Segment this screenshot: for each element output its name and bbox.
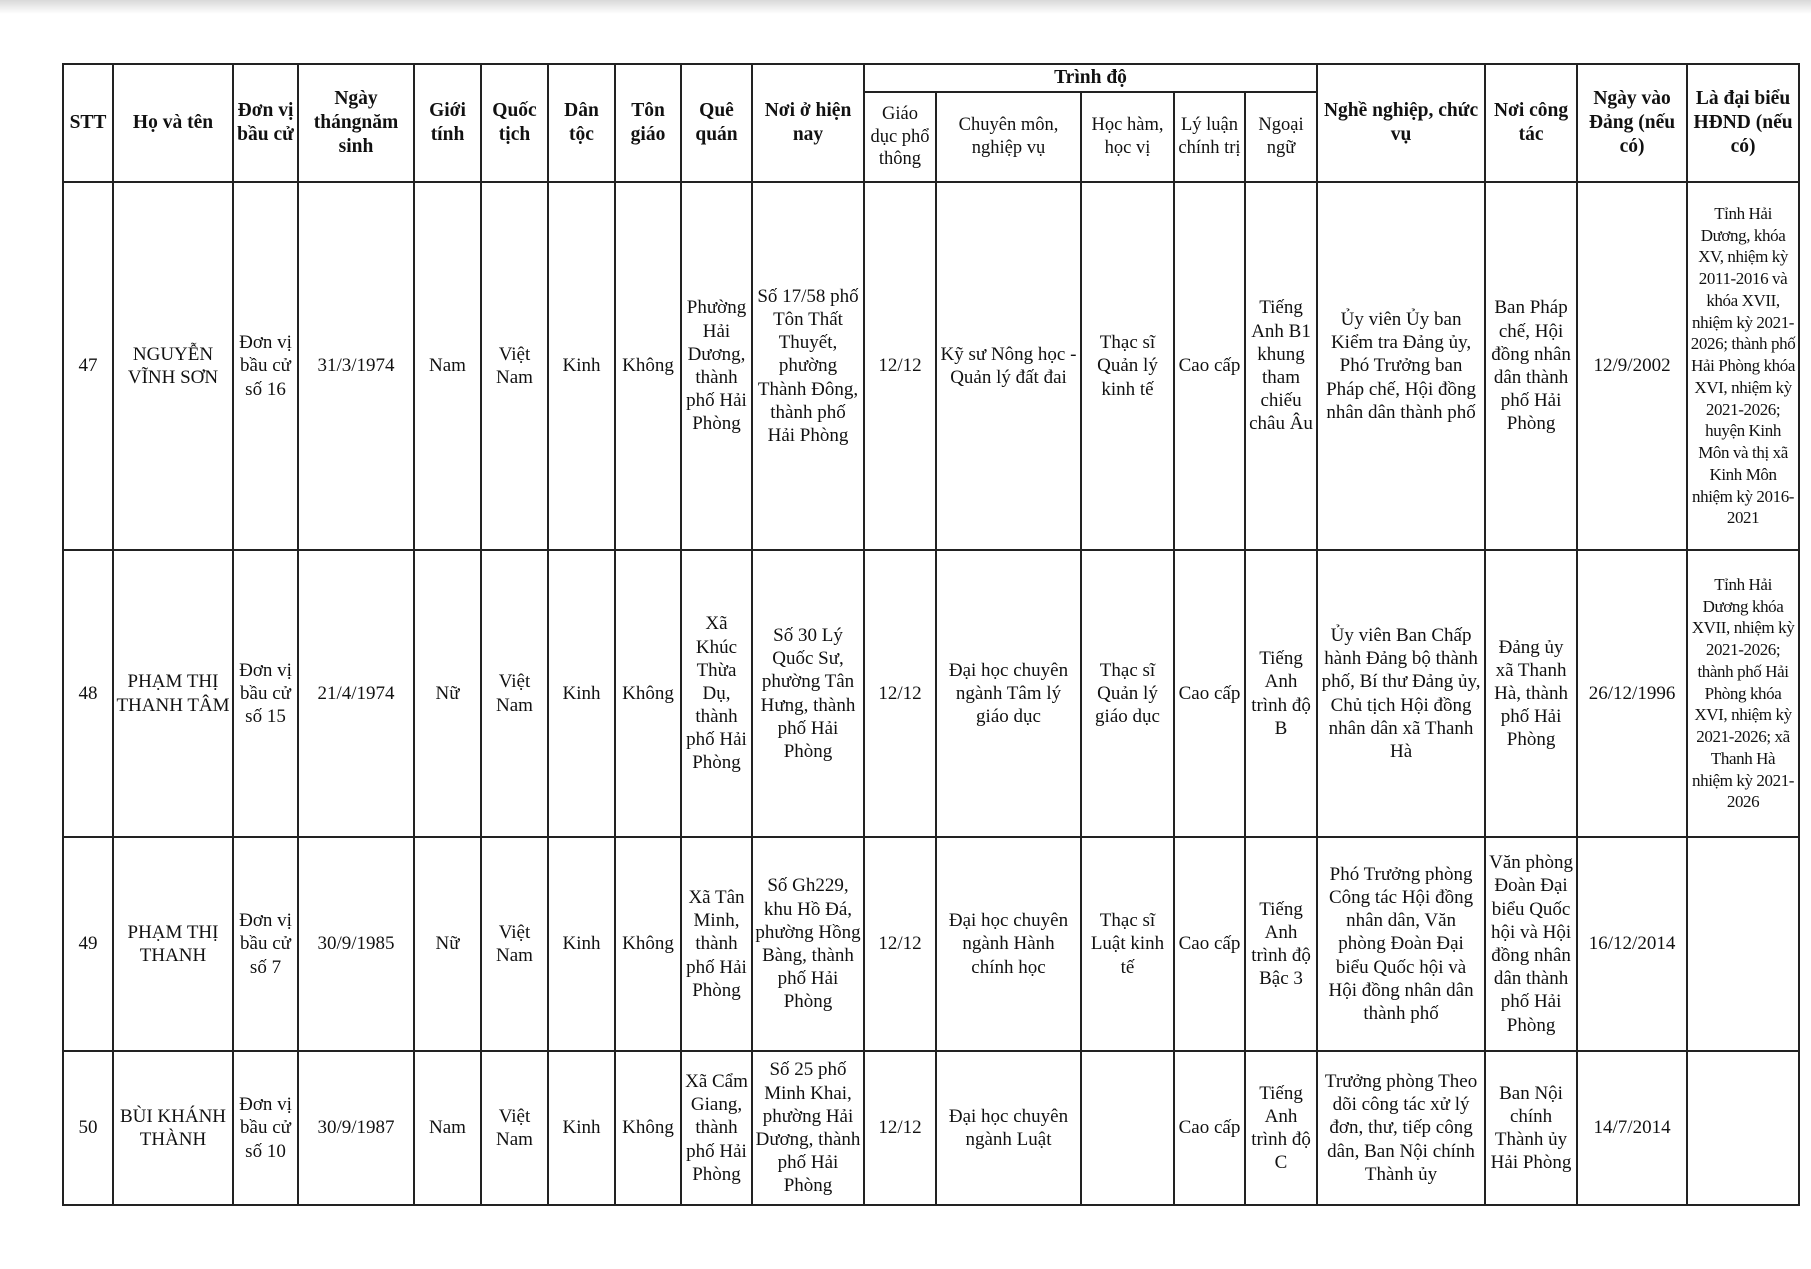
- cell-birth-date: 31/3/1974: [298, 182, 414, 550]
- cell-general-education: 12/12: [864, 182, 936, 550]
- cell-full-name: PHẠM THỊ THANH TÂM: [113, 550, 233, 837]
- cell-workplace: Ban Nội chính Thành ủy Hải Phòng: [1485, 1051, 1577, 1205]
- candidate-table: [62, 63, 1800, 1206]
- header-residence: Nơi ở hiện nay: [752, 64, 864, 182]
- cell-foreign-language: Tiếng Anh trình độ B: [1245, 550, 1317, 837]
- cell-nationality: Việt Nam: [481, 1051, 548, 1205]
- cell-specialty: Kỹ sư Nông học - Quản lý đất đai: [936, 182, 1081, 550]
- header-general-education: Giáo dục phổ thông: [864, 92, 936, 182]
- cell-religion: Không: [615, 837, 681, 1051]
- cell-occupation: Trưởng phòng Theo dõi công tác xử lý đơn, thư, tiếp công dân, Ban Nội chính Thành ủy: [1317, 1051, 1485, 1205]
- header-foreign-language: Ngoại ngữ: [1245, 92, 1317, 182]
- cell-stt: 50: [63, 1051, 113, 1205]
- header-gender: Giới tính: [414, 64, 481, 182]
- table-row: [63, 182, 1799, 550]
- cell-electoral-unit: Đơn vị bầu cử số 10: [233, 1051, 298, 1205]
- cell-stt: 49: [63, 837, 113, 1051]
- cell-religion: Không: [615, 182, 681, 550]
- header-political-theory: Lý luận chính trị: [1174, 92, 1245, 182]
- table-row: [63, 550, 1799, 837]
- header-party-date: Ngày vào Đảng (nếu có): [1577, 64, 1687, 182]
- cell-residence: Số 30 Lý Quốc Sư, phường Tân Hưng, thành phố Hải Phòng: [752, 550, 864, 837]
- table-row: [63, 837, 1799, 1051]
- cell-general-education: 12/12: [864, 1051, 936, 1205]
- cell-gender: Nam: [414, 182, 481, 550]
- cell-gender: Nữ: [414, 837, 481, 1051]
- cell-council-delegate: Tỉnh Hải Dương khóa XVII, nhiệm kỳ 2021-2026; thành phố Hải Phòng khóa XVI, nhiệm kỳ 2021-2026; xã Thanh Hà nhiệm kỳ 2021-2026: [1687, 550, 1799, 837]
- cell-stt: 48: [63, 550, 113, 837]
- cell-nationality: Việt Nam: [481, 182, 548, 550]
- header-birth-date: Ngày thángnăm sinh: [298, 64, 414, 182]
- cell-council-delegate: [1687, 837, 1799, 1051]
- header-qualification-group: Trình độ: [864, 64, 1317, 92]
- cell-religion: Không: [615, 550, 681, 837]
- cell-ethnicity: Kinh: [548, 182, 615, 550]
- table-row: [63, 1051, 1799, 1205]
- cell-electoral-unit: Đơn vị bầu cử số 15: [233, 550, 298, 837]
- cell-birth-date: 21/4/1974: [298, 550, 414, 837]
- cell-occupation: Phó Trưởng phòng Công tác Hội đồng nhân dân, Văn phòng Đoàn Đại biểu Quốc hội và Hội đồng nhân dân thành phố: [1317, 837, 1485, 1051]
- cell-birth-date: 30/9/1985: [298, 837, 414, 1051]
- cell-electoral-unit: Đơn vị bầu cử số 16: [233, 182, 298, 550]
- cell-residence: Số 25 phố Minh Khai, phường Hải Dương, thành phố Hải Phòng: [752, 1051, 864, 1205]
- cell-academic-degree: Thạc sĩ Quản lý kinh tế: [1081, 182, 1174, 550]
- cell-full-name: BÙI KHÁNH THÀNH: [113, 1051, 233, 1205]
- cell-gender: Nữ: [414, 550, 481, 837]
- cell-council-delegate: Tỉnh Hải Dương, khóa XV, nhiệm kỳ 2011-2016 và khóa XVII, nhiệm kỳ 2021-2026; thành phố Hải Phòng khóa XVI, nhiệm kỳ 2021-2026; huyện Kinh Môn và thị xã Kinh Môn nhiệm kỳ 2016-2021: [1687, 182, 1799, 550]
- cell-political-theory: Cao cấp: [1174, 550, 1245, 837]
- header-religion: Tôn giáo: [615, 64, 681, 182]
- cell-workplace: Đảng ủy xã Thanh Hà, thành phố Hải Phòng: [1485, 550, 1577, 837]
- cell-workplace: Ban Pháp chế, Hội đồng nhân dân thành phố Hải Phòng: [1485, 182, 1577, 550]
- header-ethnicity: Dân tộc: [548, 64, 615, 182]
- cell-ethnicity: Kinh: [548, 550, 615, 837]
- cell-foreign-language: Tiếng Anh trình độ C: [1245, 1051, 1317, 1205]
- cell-academic-degree: Thạc sĩ Luật kinh tế: [1081, 837, 1174, 1051]
- cell-foreign-language: Tiếng Anh B1 khung tham chiếu châu Âu: [1245, 182, 1317, 550]
- cell-ethnicity: Kinh: [548, 837, 615, 1051]
- cell-party-date: 14/7/2014: [1577, 1051, 1687, 1205]
- header-hometown: Quê quán: [681, 64, 752, 182]
- cell-foreign-language: Tiếng Anh trình độ Bậc 3: [1245, 837, 1317, 1051]
- cell-political-theory: Cao cấp: [1174, 837, 1245, 1051]
- cell-general-education: 12/12: [864, 837, 936, 1051]
- cell-council-delegate: [1687, 1051, 1799, 1205]
- header-academic-degree: Học hàm, học vị: [1081, 92, 1174, 182]
- cell-full-name: NGUYỄN VĨNH SƠN: [113, 182, 233, 550]
- cell-gender: Nam: [414, 1051, 481, 1205]
- header-council-delegate: Là đại biểu HĐND (nếu có): [1687, 64, 1799, 182]
- cell-hometown: Phường Hải Dương, thành phố Hải Phòng: [681, 182, 752, 550]
- cell-stt: 47: [63, 182, 113, 550]
- cell-hometown: Xã Khúc Thừa Dụ, thành phố Hải Phòng: [681, 550, 752, 837]
- cell-general-education: 12/12: [864, 550, 936, 837]
- cell-birth-date: 30/9/1987: [298, 1051, 414, 1205]
- candidate-list-sheet: [62, 63, 1798, 1206]
- cell-specialty: Đại học chuyên ngành Hành chính học: [936, 837, 1081, 1051]
- header-electoral-unit: Đơn vị bầu cử: [233, 64, 298, 182]
- cell-full-name: PHẠM THỊ THANH: [113, 837, 233, 1051]
- header-nationality: Quốc tịch: [481, 64, 548, 182]
- cell-residence: Số Gh229, khu Hồ Đá, phường Hồng Bàng, thành phố Hải Phòng: [752, 837, 864, 1051]
- cell-religion: Không: [615, 1051, 681, 1205]
- cell-ethnicity: Kinh: [548, 1051, 615, 1205]
- cell-nationality: Việt Nam: [481, 550, 548, 837]
- cell-party-date: 12/9/2002: [1577, 182, 1687, 550]
- header-specialty: Chuyên môn, nghiệp vụ: [936, 92, 1081, 182]
- scan-top-edge: [0, 0, 1811, 14]
- header-stt: STT: [63, 64, 113, 182]
- cell-hometown: Xã Tân Minh, thành phố Hải Phòng: [681, 837, 752, 1051]
- cell-party-date: 16/12/2014: [1577, 837, 1687, 1051]
- cell-residence: Số 17/58 phố Tôn Thất Thuyết, phường Thành Đông, thành phố Hải Phòng: [752, 182, 864, 550]
- cell-academic-degree: [1081, 1051, 1174, 1205]
- cell-occupation: Ủy viên Ủy ban Kiểm tra Đảng ủy, Phó Trưởng ban Pháp chế, Hội đồng nhân dân thành phố: [1317, 182, 1485, 550]
- header-occupation: Nghề nghiệp, chức vụ: [1317, 64, 1485, 182]
- cell-political-theory: Cao cấp: [1174, 1051, 1245, 1205]
- header-full-name: Họ và tên: [113, 64, 233, 182]
- cell-hometown: Xã Cẩm Giang, thành phố Hải Phòng: [681, 1051, 752, 1205]
- cell-political-theory: Cao cấp: [1174, 182, 1245, 550]
- header-workplace: Nơi công tác: [1485, 64, 1577, 182]
- cell-occupation: Ủy viên Ban Chấp hành Đảng bộ thành phố, Bí thư Đảng ủy, Chủ tịch Hội đồng nhân dân xã Thanh Hà: [1317, 550, 1485, 837]
- cell-specialty: Đại học chuyên ngành Luật: [936, 1051, 1081, 1205]
- cell-electoral-unit: Đơn vị bầu cử số 7: [233, 837, 298, 1051]
- cell-academic-degree: Thạc sĩ Quản lý giáo dục: [1081, 550, 1174, 837]
- cell-party-date: 26/12/1996: [1577, 550, 1687, 837]
- cell-nationality: Việt Nam: [481, 837, 548, 1051]
- cell-workplace: Văn phòng Đoàn Đại biểu Quốc hội và Hội đồng nhân dân thành phố Hải Phòng: [1485, 837, 1577, 1051]
- cell-specialty: Đại học chuyên ngành Tâm lý giáo dục: [936, 550, 1081, 837]
